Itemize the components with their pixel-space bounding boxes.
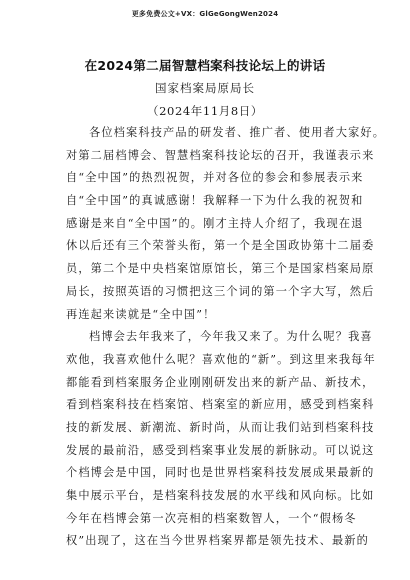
body-line: 档博会去年我来了，今年我又来了。为什么呢？我喜	[89, 330, 373, 344]
document-title: 在2024第二届智慧档案科技论坛上的讲话	[84, 58, 326, 73]
body-line: 欢他，我喜欢他什么呢？喜欢他的“新”。到这里来我每年	[66, 352, 376, 366]
document-author: 国家档案局原局长	[155, 81, 255, 95]
body-line: 员，第二个是中央档案馆原馆长，第三个是国家档案局原	[66, 262, 375, 276]
body-line: 今年在档博会第一次亮相的档案数智人，一个“假杨冬	[66, 511, 357, 525]
body-line: 权”出现了，这在当今世界档案界都是领先技术、最新的	[66, 534, 369, 548]
body-line: 休以后还有三个荣誉头衔，第一个是全国政协第十二届委	[66, 239, 375, 253]
body-line: 自“全中国”的热烈祝贺，并对各位的参会和参展表示来	[66, 171, 364, 185]
body-line: 对第二届档博会、智慧档案科技论坛的召开，我谨表示来	[66, 148, 375, 162]
body-line: 个档博会是中国，同时也是世界档案科技发展成果最新的	[66, 466, 375, 480]
header-note: 更多免费公文+VX：GlGeGongWen2024	[131, 10, 279, 18]
body-line: 感谢是来自“全中国”的。刚才主持人介绍了，我现在退	[66, 216, 364, 230]
body-line: 集中展示平台，是档案科技发展的水平线和风向标。比如	[66, 489, 375, 502]
body-line: 局长，按照英语的习惯把这三个词的第一个字大写，然后	[66, 284, 375, 298]
document-body	[66, 122, 386, 553]
body-line: 看到档案科技在档案馆、档案室的新应用，感受到档案科	[66, 398, 375, 412]
body-line: 再连起来读就是“全中国”！	[66, 307, 216, 321]
body-line: 发展的最前沿，感受到档案事业发展的新脉动。可以说这	[66, 443, 375, 457]
body-line: 都能看到档案服务企业刚刚研发出来的新产品、新技术，	[66, 375, 375, 389]
document-date: （2024年11月8日）	[147, 104, 263, 118]
body-line: 自“全中国”的真诚感谢！我解释一下为什么我的祝贺和	[66, 194, 364, 208]
body-line: 技的新发展、新潮流、新时尚，从而让我们站到档案科技	[66, 420, 375, 434]
body-line: 各位档案科技产品的研发者、推广者、使用者大家好。	[89, 126, 386, 139]
